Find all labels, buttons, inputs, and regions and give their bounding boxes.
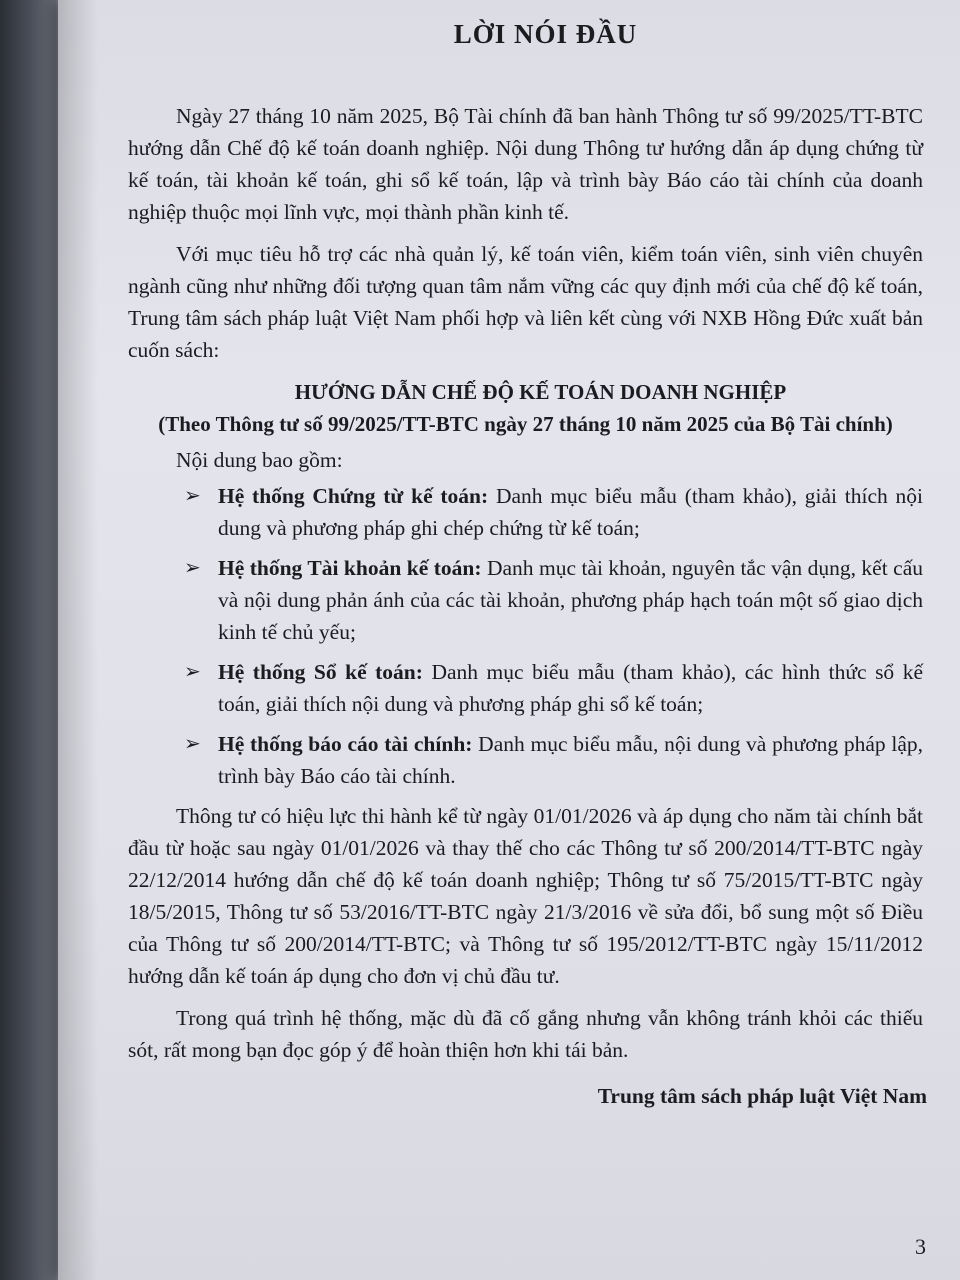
paragraph-3: Thông tư có hiệu lực thi hành kể từ ngày 01/01/2026 và áp dụng cho năm tài chính bắt đầu từ hoặc sau ngày 01/01/2026 và thay thế cho các Thông tư số 200/2014/TT-BTC ngày 22/12/2014 hướng dẫn chế độ kế toán doanh nghiệp; Thông tư số 75/2015/TT-BTC ngày 18/5/2015, Thông tư số 53/2016/TT-BTC ngày 21/3/2016 về sửa đổi, bổ sung một số Điều của Thông tư số 200/2014/TT-BTC; và Thông tư số 195/2012/TT-BTC ngày 15/11/2012 hướng dẫn kế toán áp dụng cho đơn vị chủ đầu tư. <box>128 804 923 988</box>
contents-list <box>128 480 923 792</box>
paragraph-2: Với mục tiêu hỗ trợ các nhà quản lý, kế toán viên, kiểm toán viên, sinh viên chuyên ngành cũng như những đối tượng quan tâm nắm vững các quy định mới của chế độ kế toán, Trung tâm sách pháp luật Việt Nam phối hợp và liên kết cùng với NXB Hồng Đức xuất bản cuốn sách: <box>128 242 923 362</box>
book-page <box>58 0 960 1280</box>
list-item <box>184 480 924 544</box>
paragraph-1: Ngày 27 tháng 10 năm 2025, Bộ Tài chính đã ban hành Thông tư số 99/2025/TT-BTC hướng dẫn Chế độ kế toán doanh nghiệp. Nội dung Thông tư hướng dẫn áp dụng chứng từ kế toán, tài khoản kế toán, ghi sổ kế toán, lập và trình bày Báo cáo tài chính của doanh nghiệp thuộc mọi lĩnh vực, mọi thành phần kinh tế. <box>128 104 923 224</box>
list-item-heading: Hệ thống Chứng từ kế toán: <box>218 484 489 508</box>
list-item <box>184 728 924 792</box>
list-item <box>184 656 923 720</box>
page-number: 3 <box>915 1234 926 1259</box>
list-item-text: Danh mục biểu mẫu (tham khảo), giải thích nội dung và phương pháp ghi chép chứng từ kế toán; <box>218 484 924 540</box>
list-item-text: Danh mục tài khoản, nguyên tắc vận dụng, kết cấu và nội dung phản ánh của các tài khoản, phương pháp hạch toán một số giao dịch kinh tế chủ yếu; <box>218 556 923 644</box>
list-item-text: Danh mục biểu mẫu (tham khảo), các hình thức sổ kế toán, giải thích nội dung và phương pháp ghi sổ kế toán; <box>218 660 923 716</box>
list-item-heading: Hệ thống Sổ kế toán: <box>218 660 423 684</box>
book-subtitle: (Theo Thông tư số 99/2025/TT-BTC ngày 27 tháng 10 năm 2025 của Bộ Tài chính) <box>158 412 893 436</box>
list-item-text: Danh mục biểu mẫu, nội dung và phương pháp lập, trình bày Báo cáo tài chính. <box>218 732 924 788</box>
paragraph-4: Trong quá trình hệ thống, mặc dù đã cố gắng nhưng vẫn không tránh khỏi các thiếu sót, rất mong bạn đọc góp ý để hoàn thiện hơn khi tái bản. <box>128 1006 923 1062</box>
list-item-heading: Hệ thống báo cáo tài chính: <box>218 732 473 756</box>
page-content <box>128 18 927 1112</box>
arrow-bullet-icon: ➢ <box>184 661 201 683</box>
arrow-bullet-icon: ➢ <box>184 733 201 755</box>
list-item <box>184 552 923 648</box>
arrow-bullet-icon: ➢ <box>184 485 201 507</box>
page-title: LỜI NÓI ĐẦU <box>453 19 638 49</box>
contents-intro: Nội dung bao gồm: <box>176 448 343 472</box>
arrow-bullet-icon: ➢ <box>184 557 201 579</box>
signature: Trung tâm sách pháp luật Việt Nam <box>597 1084 927 1108</box>
book-title: HƯỚNG DẪN CHẾ ĐỘ KẾ TOÁN DOANH NGHIỆP <box>294 380 787 404</box>
list-item-heading: Hệ thống Tài khoản kế toán: <box>218 556 482 580</box>
